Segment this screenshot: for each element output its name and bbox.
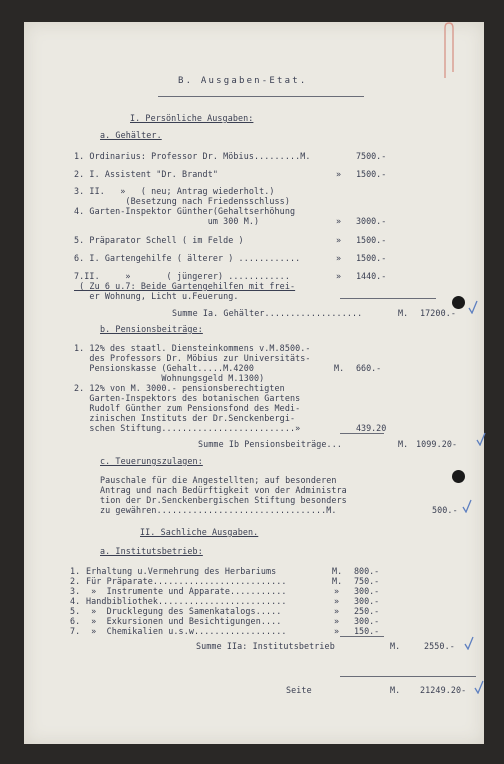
- check-mark-icon: [474, 680, 484, 694]
- salary-amount: 1500.-: [356, 235, 387, 245]
- ditto-mark: »: [336, 235, 342, 245]
- sum-rule: [340, 433, 384, 434]
- item-number: 1.: [70, 566, 81, 576]
- teuerung-line: zu gewähren.................................M.: [100, 505, 337, 515]
- betrieb-amount: 300.-: [354, 616, 380, 626]
- item-number: 7.: [70, 626, 81, 636]
- item-number: 6.: [70, 616, 81, 626]
- currency-mark: M.: [398, 439, 409, 449]
- check-mark-icon: [468, 300, 478, 314]
- teuerung-line: Antrag und nach Bedürftigkeit von der Administra: [100, 485, 347, 495]
- betrieb-amount: 300.-: [354, 596, 380, 606]
- pension-line: Wohnungsgeld M.1300): [74, 373, 265, 383]
- currency-mark: M.: [398, 308, 409, 318]
- pension-line: 1. 12% des staatl. Diensteinkommens v.M.8500.-: [74, 343, 311, 353]
- item-number: 5.: [70, 606, 81, 616]
- salary-line: 4. Garten-Inspektor Günther(Gehaltserhöhung: [74, 206, 296, 216]
- item-number: 2.: [70, 576, 81, 586]
- salary-amount: 1500.-: [356, 253, 387, 263]
- sum-1a-label: Summe Ia. Gehälter...................: [172, 308, 363, 318]
- betrieb-amount: 800.-: [354, 566, 380, 576]
- pension-line: schen Stiftung..........................»: [74, 423, 301, 433]
- pension-amount: 660.-: [356, 363, 382, 373]
- salary-note: er Wohnung, Licht u.Feuerung.: [74, 291, 239, 301]
- ditto-mark: »: [336, 169, 342, 179]
- salary-amount: 1500.-: [356, 169, 387, 179]
- punch-hole-bottom: [452, 470, 465, 483]
- currency-mark: »: [334, 616, 340, 626]
- betrieb-line: » Exkursionen und Besichtigungen....: [86, 616, 282, 626]
- pension-line: 2. 12% von M. 3000.- pensionsberechtigten: [74, 383, 285, 393]
- check-mark-icon: [464, 636, 474, 650]
- currency-mark: M.: [332, 576, 343, 586]
- subheading-teuerungszulagen: c. Teuerungszulagen:: [100, 456, 203, 466]
- ditto-mark: »: [336, 271, 342, 281]
- document-title: B. Ausgaben-Etat.: [178, 76, 308, 86]
- subheading-pensionsbeitraege: b. Pensionsbeiträge:: [100, 324, 203, 334]
- paper-clip-icon: [440, 22, 456, 80]
- sum-2a-label: Summe IIa: Institutsbetrieb: [196, 641, 335, 651]
- salary-line: (Besetzung nach Friedensschluss): [74, 196, 290, 206]
- currency-mark: »: [334, 626, 340, 636]
- pension-line: des Professors Dr. Möbius zur Universitäts-: [74, 353, 311, 363]
- currency-mark: M.: [332, 566, 343, 576]
- salary-line: um 300 M.): [74, 216, 260, 226]
- sum-2a-amount: 2550.-: [424, 641, 455, 651]
- betrieb-line: Handbibliothek.........................: [86, 596, 287, 606]
- teuerung-line: Pauschale für die Angestellten; auf besonderen: [100, 475, 337, 485]
- pension-line: Garten-Inspektors des botanischen Gartens: [74, 393, 301, 403]
- currency-mark: M.: [334, 363, 345, 373]
- sum-rule: [340, 298, 436, 299]
- salary-line: 3. II. » ( neu; Antrag wiederholt.): [74, 186, 275, 196]
- section-heading-persoenliche: I. Persönliche Ausgaben:: [130, 113, 254, 123]
- salary-note: ( Zu 6 u.7: Beide Gartengehilfen mit frei-: [74, 281, 296, 291]
- betrieb-line: » Instrumente und Apparate...........: [86, 586, 287, 596]
- item-number: 3.: [70, 586, 81, 596]
- salary-amount: 7500.-: [356, 151, 387, 161]
- teuerung-amount: 500.-: [432, 505, 458, 515]
- betrieb-line: » Chemikalien u.s.w..................: [86, 626, 287, 636]
- sum-rule: [340, 636, 384, 637]
- betrieb-amount: 250.-: [354, 606, 380, 616]
- sum-1b-label: Summe Ib Pensionsbeiträge...: [198, 439, 342, 449]
- sum-1a-amount: 17200.-: [420, 308, 456, 318]
- ditto-mark: »: [336, 216, 342, 226]
- betrieb-line: Erhaltung u.Vermehrung des Herbariums: [86, 566, 277, 576]
- subheading-gehaelter: a. Gehälter.: [100, 130, 162, 140]
- seite-amount: 21249.20-: [420, 685, 467, 695]
- pension-line: Rudolf Günther zum Pensionsfond des Medi-: [74, 403, 301, 413]
- subheading-institutsbetrieb: a. Institutsbetrieb:: [100, 546, 203, 556]
- betrieb-line: » Drucklegung des Samenkatalogs.....: [86, 606, 282, 616]
- currency-mark: »: [334, 586, 340, 596]
- salary-line: 6. I. Gartengehilfe ( älterer ) ............: [74, 253, 301, 263]
- betrieb-line: Für Präparate..........................: [86, 576, 287, 586]
- salary-amount: 1440.-: [356, 271, 387, 281]
- salary-line: 1. Ordinarius: Professor Dr. Möbius.........M.: [74, 151, 311, 161]
- teuerung-line: tion der Dr.Senckenbergischen Stiftung besonders: [100, 495, 347, 505]
- sum-1b-amount: 1099.20-: [416, 439, 458, 449]
- currency-mark: M.: [390, 641, 401, 651]
- salary-line: 7.II. » ( jüngerer) ............: [74, 271, 290, 281]
- seite-label: Seite: [286, 685, 312, 695]
- pension-line: Pensionskasse (Gehalt.....M.4200: [74, 363, 254, 373]
- title-underline: [158, 96, 364, 97]
- total-rule: [340, 676, 476, 677]
- salary-amount: 3000.-: [356, 216, 387, 226]
- check-mark-icon: [462, 499, 472, 513]
- ditto-mark: »: [336, 253, 342, 263]
- currency-mark: »: [334, 596, 340, 606]
- check-mark-icon: [476, 432, 486, 446]
- item-number: 4.: [70, 596, 81, 606]
- salary-line: 2. I. Assistent "Dr. Brandt": [74, 169, 218, 179]
- salary-line: 5. Präparator Schell ( im Felde ): [74, 235, 244, 245]
- currency-mark: »: [334, 606, 340, 616]
- pension-amount: 439.20: [356, 423, 387, 433]
- betrieb-amount: 750.-: [354, 576, 380, 586]
- betrieb-amount: 150.-: [354, 626, 380, 636]
- currency-mark: M.: [390, 685, 401, 695]
- section-heading-sachliche: II. Sachliche Ausgaben.: [140, 527, 259, 537]
- pension-line: zinischen Instituts der Dr.Senckenbergi-: [74, 413, 296, 423]
- betrieb-amount: 300.-: [354, 586, 380, 596]
